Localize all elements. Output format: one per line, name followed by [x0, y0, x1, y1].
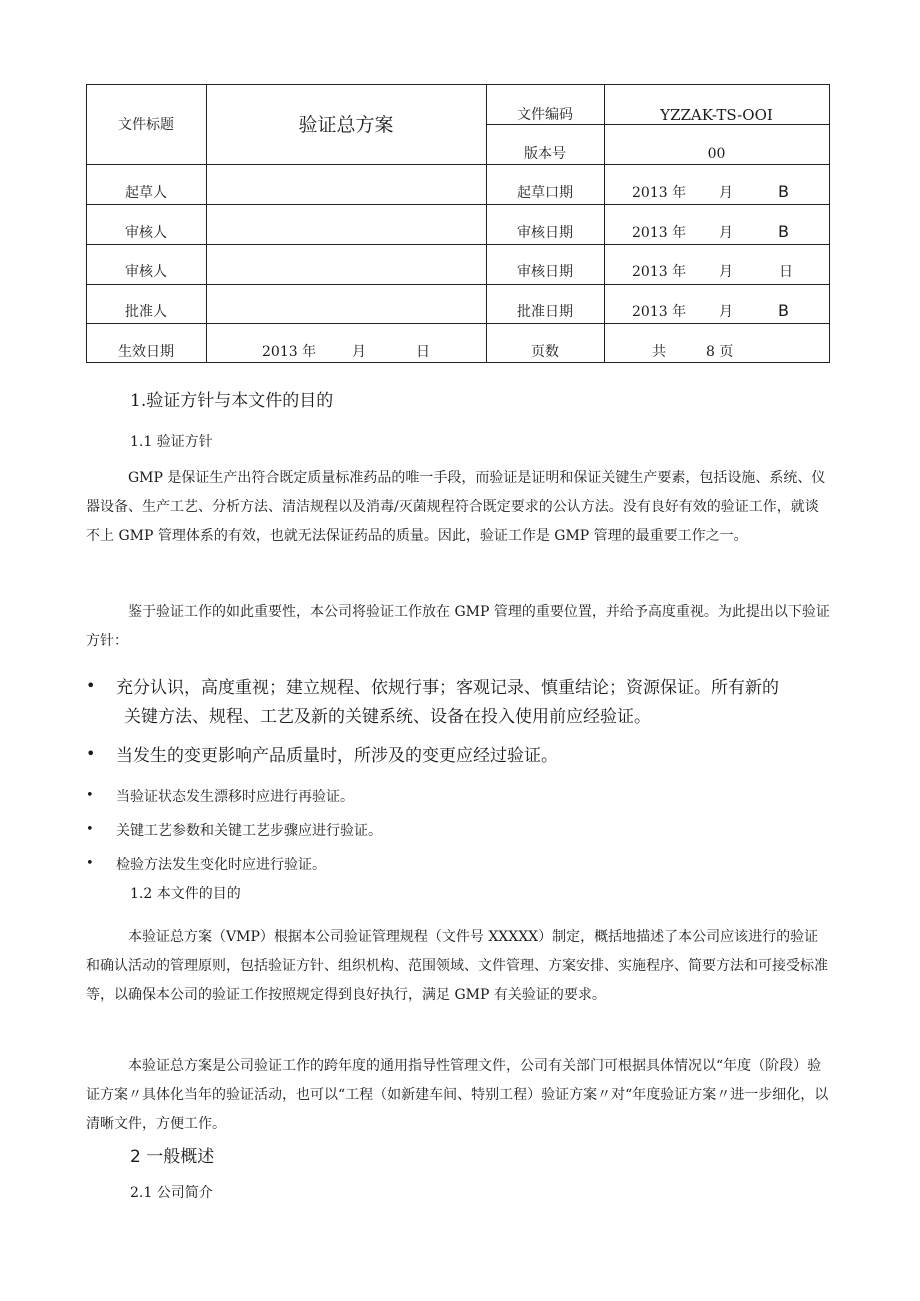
- date-label: 审核日期: [517, 264, 573, 280]
- bullet-icon: •: [86, 676, 96, 695]
- paragraph: GMP 是保证生产出符合既定质量标准药品的唯一手段，而验证是证明和保证关键生产要素，包括设施、系统、仪器设备、生产工艺、分析方法、清洁规程以及消毒/灭菌规程符合既定要求的公认方法。没有良好有效的验证工作，就谈不上 GMP 管理体系的有效，也就无法保证药品的质量。因此，验证工作是 GMP 管理的最重要工作之一。: [86, 470, 826, 544]
- date-day: B: [778, 222, 789, 241]
- bullet-icon: •: [86, 822, 94, 837]
- effective-year: 2013 年: [262, 344, 317, 360]
- person-label: 批准人: [125, 304, 167, 320]
- date-month: 月: [719, 264, 733, 280]
- code-label: 文件编码: [517, 107, 573, 123]
- date-day: 日: [779, 264, 793, 280]
- paragraph: 本验证总方案是公司验证工作的跨年度的通用指导性管理文件，公司有关部门可根据具体情况以“年度（阶段）验证方案〃具体化当年的验证活动，也可以“工程（如新建车间、特别工程）验证方案〃对“年度验证方案〃进一步细化，以清晰文件，方便工作。: [86, 1058, 829, 1132]
- date-month: 月: [719, 185, 733, 201]
- document-title: 验证总方案: [298, 114, 394, 136]
- table-border-bottom: [86, 362, 829, 363]
- section-heading: 2 一般概述: [130, 1147, 215, 1167]
- table-column-rule: [604, 84, 605, 363]
- bullet-icon: •: [86, 788, 94, 803]
- version-label: 版本号: [524, 146, 566, 162]
- table-rule: [86, 204, 829, 205]
- title-label: 文件标题: [118, 117, 174, 133]
- date-day: B: [778, 301, 789, 320]
- section-heading: 1.验证方针与本文件的目的: [130, 391, 334, 411]
- date-year: 2013 年: [632, 225, 687, 241]
- bullet-icon: •: [86, 744, 96, 763]
- pages-total-label: 共: [652, 344, 666, 360]
- table-rule: [86, 284, 829, 285]
- list-item: 关键工艺参数和关键工艺步骤应进行验证。: [116, 823, 382, 839]
- date-day: B: [778, 182, 789, 201]
- person-label: 审核人: [125, 264, 167, 280]
- version-value: 00: [707, 146, 726, 162]
- pages-value: 8 页: [706, 344, 734, 360]
- date-month: 月: [719, 225, 733, 241]
- paragraph: 鉴于验证工作的如此重要性，本公司将验证工作放在 GMP 管理的重要位置，并给予高度重视。为此提出以下验证方针：: [86, 604, 830, 649]
- bullet-icon: •: [86, 856, 94, 871]
- date-year: 2013 年: [632, 264, 687, 280]
- date-label: 批准日期: [517, 304, 573, 320]
- table-rule: [86, 164, 829, 165]
- date-label: 起草口期: [517, 185, 573, 201]
- list-item: 充分认识，高度重视；建立规程、依规行事；客观记录、慎重结论；资源保证。所有新的: [116, 678, 779, 698]
- table-rule: [86, 244, 829, 245]
- list-item: 当验证状态发生漂移时应进行再验证。: [116, 789, 354, 805]
- list-item: 当发生的变更影响产品质量时，所涉及的变更应经过验证。: [116, 746, 558, 766]
- effective-day: 日: [416, 344, 430, 360]
- date-year: 2013 年: [632, 304, 687, 320]
- table-border-top: [86, 84, 829, 85]
- document-code: YZZAK-TS-OOI: [660, 106, 773, 124]
- paragraph: 本验证总方案（VMP）根据本公司验证管理规程（文件号 XXXXX）制定，概括地描述了本公司应该进行的验证和确认活动的管理原则，包括验证方针、组织机构、范围领域、文件管理、方案安排、实施程序、简要方法和可接受标准等，以确保本公司的验证工作按照规定得到良好执行，满足 GMP 有关验证的要求。: [86, 929, 828, 1003]
- subsection-heading: 2.1 公司简介: [130, 1185, 213, 1201]
- subsection-heading: 1.1 验证方针: [130, 434, 213, 450]
- effective-month: 月: [352, 344, 366, 360]
- pages-label: 页数: [531, 344, 559, 360]
- table-rule: [486, 124, 829, 125]
- subsection-heading: 1.2 本文件的目的: [130, 886, 241, 902]
- person-label: 起草人: [125, 185, 167, 201]
- list-item-continuation: 关键方法、规程、工艺及新的关键系统、设备在投入使用前应经验证。: [124, 707, 651, 727]
- date-label: 审核日期: [517, 225, 573, 241]
- table-border-right: [829, 84, 830, 363]
- date-month: 月: [719, 304, 733, 320]
- person-label: 审核人: [125, 225, 167, 241]
- effective-date-label: 生效日期: [118, 344, 174, 360]
- list-item: 检验方法发生变化时应进行验证。: [116, 857, 326, 873]
- table-rule: [86, 323, 829, 324]
- date-year: 2013 年: [632, 185, 687, 201]
